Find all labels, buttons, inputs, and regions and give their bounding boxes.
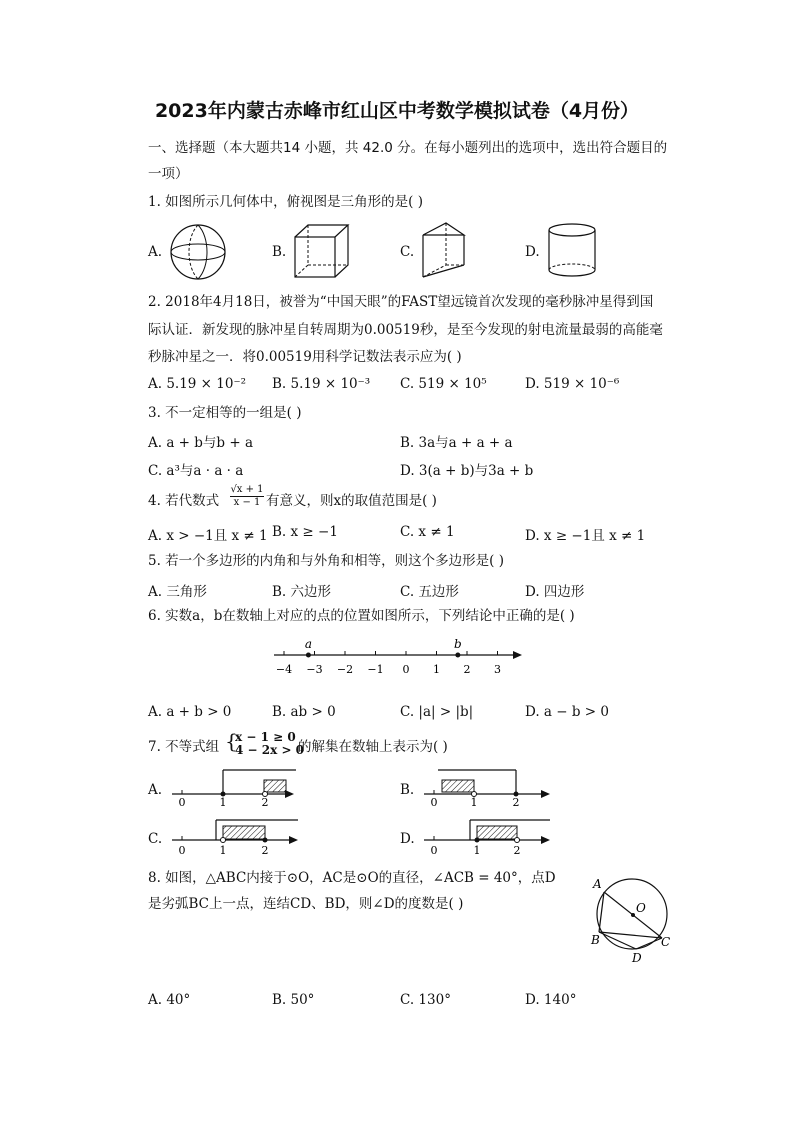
tick-label-2: 2: [261, 796, 269, 809]
tick-label-1: 1: [470, 796, 478, 809]
tick-label-0: 0: [430, 844, 438, 857]
q2-option-b: B. 5.19 × 10⁻³: [272, 376, 371, 392]
q4-option-d: D. x ≥ −1且 x ≠ 1: [525, 528, 646, 544]
q8-option-a: A. 40°: [148, 992, 191, 1008]
tick-label-0: 0: [178, 844, 186, 857]
label-B: B: [591, 933, 600, 947]
label-C: C: [661, 935, 671, 949]
q6-option-a: A. a + b > 0: [148, 704, 232, 720]
q7-number-line-b: [420, 766, 554, 810]
label-A: A: [593, 877, 602, 891]
q5-option-a: A. 三角形: [148, 584, 207, 600]
q2-option-a: A. 5.19 × 10⁻²: [148, 376, 247, 392]
q7-option-a-label: A.: [148, 782, 163, 798]
tick-label-2: 2: [513, 844, 521, 857]
q4-stem-prefix: 4. 若代数式: [148, 493, 220, 509]
q2-line2: 际认证．新发现的脉冲星自转周期为0.00519秒，是至今发现的射电流量最弱的高能毫: [148, 322, 663, 338]
point-a: [306, 653, 311, 658]
q1-option-c-label: C.: [400, 244, 415, 260]
q3-option-a: A. a + b与b + a: [148, 435, 254, 451]
q1-option-b-label: B.: [272, 244, 287, 260]
q7-brace: {: [225, 729, 238, 753]
label-D: D: [632, 951, 642, 965]
q8-option-b: B. 50°: [272, 992, 315, 1008]
tick-label-2: 2: [261, 844, 269, 857]
tick-label: −1: [367, 663, 384, 676]
section-header-line2: 一项）: [148, 166, 189, 182]
tick-label-2: 2: [512, 796, 520, 809]
q6-option-c: C. |a| > |b|: [400, 704, 474, 720]
tick-label-0: 0: [430, 796, 438, 809]
q3-stem: 3. 不一定相等的一组是( ): [148, 405, 302, 421]
q2-line1: 2. 2018年4月18日，被誉为“中国天眼”的FAST望远镜首次发现的毫秒脉冲星得到国: [148, 294, 654, 310]
tick-label: 2: [463, 663, 471, 676]
q7-option-c-label: C.: [148, 831, 163, 847]
q1-option-d-label: D.: [525, 244, 540, 260]
q7-option-b-label: B.: [400, 782, 415, 798]
q7-system-line2: 4 − 2x > 0: [235, 743, 305, 757]
q6-number-line: [270, 636, 526, 678]
q2-option-d: D. 519 × 10⁻⁶: [525, 376, 620, 392]
q4-option-a: A. x > −1且 x ≠ 1: [148, 528, 268, 544]
page-title: 2023年内蒙古赤峰市红山区中考数学模拟试卷（4月份）: [154, 100, 640, 122]
q8-line2: 是劣弧BC上一点，连结CD、BD，则∠D的度数是( ): [148, 896, 464, 912]
q8-line1: 8. 如图，△ABC内接于⊙O，AC是⊙O的直径，∠ACB = 40°，点D: [148, 870, 556, 886]
q5-option-b: B. 六边形: [272, 584, 332, 600]
point-a-label: a: [304, 637, 312, 651]
q7-number-line-c: [168, 816, 302, 860]
triangular-prism-figure: [418, 220, 470, 280]
tick-label: 3: [494, 663, 501, 676]
tick-label-1: 1: [473, 844, 481, 857]
tick-label-1: 1: [219, 796, 227, 809]
q4-fraction-denominator: x − 1: [233, 497, 261, 508]
q7-system: [235, 731, 304, 757]
tick-label: −2: [336, 663, 354, 676]
sphere-figure: [166, 222, 230, 282]
cube-figure: [292, 222, 352, 280]
q3-option-b: B. 3a与a + a + a: [400, 435, 513, 451]
tick-label: 1: [433, 663, 440, 676]
q7-system-line1: x − 1 ≥ 0: [235, 730, 296, 744]
cylinder-figure: [546, 222, 598, 280]
q8-option-d: D. 140°: [525, 992, 577, 1008]
tick-label: −4: [275, 663, 293, 676]
tick-label-0: 0: [178, 796, 186, 809]
q1-stem: 1. 如图所示几何体中，俯视图是三角形的是( ): [148, 194, 423, 210]
q3-option-d: D. 3(a + b)与3a + b: [400, 463, 534, 479]
q4-fraction: [230, 484, 264, 509]
q5-stem: 5. 若一个多边形的内角和与外角和相等，则这个多边形是( ): [148, 553, 504, 569]
q8-circle-figure: [590, 874, 674, 966]
q8-option-c: C. 130°: [400, 992, 451, 1008]
label-O: O: [636, 901, 646, 915]
q3-option-c: C. a³与a · a · a: [148, 463, 244, 479]
q6-stem: 6. 实数a，b在数轴上对应的点的位置如图所示，下列结论中正确的是( ): [148, 608, 575, 624]
q5-option-d: D. 四边形: [525, 584, 585, 600]
q7-stem-suffix: 的解集在数轴上表示为( ): [298, 739, 448, 755]
point-b: [455, 653, 460, 658]
q2-option-c: C. 519 × 10⁵: [400, 376, 487, 392]
q7-option-d-label: D.: [400, 831, 415, 847]
q6-option-b: B. ab > 0: [272, 704, 336, 720]
q4-stem-suffix: 有意义，则x的取值范围是( ): [266, 493, 437, 509]
tick-label-1: 1: [219, 844, 227, 857]
q5-option-c: C. 五边形: [400, 584, 459, 600]
q4-fraction-numerator: √x + 1: [230, 484, 264, 495]
q1-option-a-label: A.: [148, 244, 163, 260]
q7-number-line-a: [168, 766, 298, 810]
q2-line3: 秒脉冲星之一．将0.00519用科学记数法表示应为( ): [148, 349, 462, 365]
q7-stem-prefix: 7. 不等式组: [148, 739, 220, 755]
q6-option-d: D. a − b > 0: [525, 704, 609, 720]
q4-option-b: B. x ≥ −1: [272, 524, 338, 540]
q7-number-line-d: [420, 816, 554, 860]
tick-label: −3: [306, 663, 323, 676]
point-b-label: b: [454, 637, 462, 651]
q4-option-c: C. x ≠ 1: [400, 524, 455, 540]
tick-label: 0: [402, 663, 410, 676]
section-header-line1: 一、选择题（本大题共14 小题，共 42.0 分。在每小题列出的选项中，选出符合题目的: [148, 140, 668, 156]
